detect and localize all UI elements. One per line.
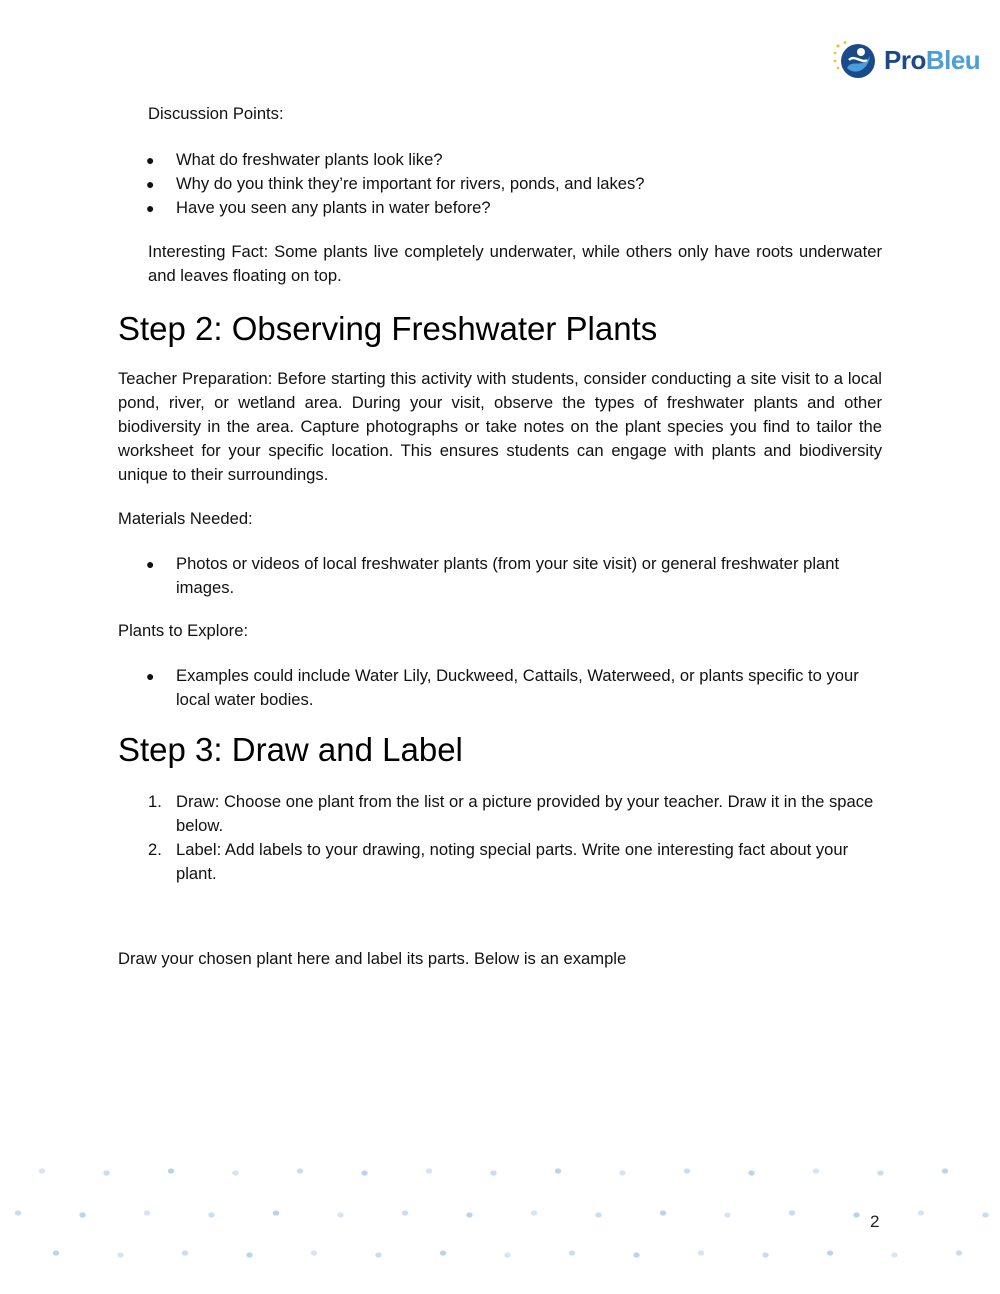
list-item: ● Photos or videos of local freshwater plants (from your site visit) or general freshwater plant images. [118, 552, 882, 600]
footer-dot [698, 1250, 704, 1255]
footer-dot [813, 1168, 819, 1173]
footer-dot [273, 1210, 279, 1215]
footer-dot [942, 1168, 948, 1173]
footer-dot [117, 1252, 123, 1257]
probleu-logo [832, 40, 980, 80]
discussion-label: Discussion Points: [148, 104, 284, 123]
interesting-fact: Interesting Fact: Some plants live completely underwater, while others only have roots underwater and leaves floating on top. [148, 242, 882, 285]
footer-dot [246, 1252, 252, 1257]
footer-dot [877, 1170, 883, 1175]
list-item: ● Have you seen any plants in water before? [118, 196, 882, 220]
footer-dot [853, 1212, 859, 1217]
footer-dot [569, 1250, 575, 1255]
footer-dot [208, 1212, 214, 1217]
footer-dot [440, 1250, 446, 1255]
logo-wordmark: ProBleu [884, 44, 981, 75]
list-item: 2. Label: Add labels to your drawing, noting special parts. Write one interesting fact about your plant. [148, 840, 849, 883]
footer-dot [633, 1252, 639, 1257]
footer-dot [504, 1252, 510, 1257]
footer-dot [182, 1250, 188, 1255]
footer-dot [619, 1170, 625, 1175]
footer-dot [918, 1210, 924, 1215]
footer-dot [53, 1250, 59, 1255]
list-item: ● Examples could include Water Lily, Duckweed, Cattails, Waterweed, or plants specific to your local water bodies. [118, 664, 882, 712]
footer-dot [297, 1168, 303, 1173]
discussion-list [118, 148, 882, 220]
footer-dot-pattern [0, 1150, 1000, 1294]
footer-dot [402, 1210, 408, 1215]
footer-dot [724, 1212, 730, 1217]
footer-dot [103, 1170, 109, 1175]
materials-label: Materials Needed: [118, 509, 253, 528]
teacher-preparation: Teacher Preparation: Before starting this activity with students, consider conducting a site visit to a local pond, river, or wetland area. During your visit, observe the types of freshwater plants and other biodiversity in the area. Capture photographs or take notes on the plant species you find to tailor the worksheet for your specific location. This ensures students can engage with plants and biodiversity unique to their surroundings. [118, 369, 882, 484]
footer-dot [39, 1168, 45, 1173]
list-item: ● What do freshwater plants look like? [118, 148, 882, 172]
footer-dot [684, 1168, 690, 1173]
footer-dot [426, 1168, 432, 1173]
footer-dot [375, 1252, 381, 1257]
footer-dot [789, 1210, 795, 1215]
draw-instruction: Draw your chosen plant here and label its parts. Below is an example [118, 949, 627, 968]
footer-dot [555, 1168, 561, 1173]
step3-heading: Step 3: Draw and Label [118, 731, 463, 768]
plants-list [118, 664, 882, 712]
footer-dot [827, 1250, 833, 1255]
page-number: 2 [870, 1212, 880, 1231]
footer-dot [982, 1212, 988, 1217]
footer-dot [361, 1170, 367, 1175]
footer-dot [466, 1212, 472, 1217]
footer-dot [660, 1210, 666, 1215]
footer-dot [531, 1210, 537, 1215]
footer-dot [15, 1210, 21, 1215]
footer-dot [79, 1212, 85, 1217]
step3-list [118, 790, 882, 886]
footer-dot [144, 1210, 150, 1215]
footer-dot [595, 1212, 601, 1217]
list-item: ● Why do you think they’re important for rivers, ponds, and lakes? [118, 172, 882, 196]
footer-dot [891, 1252, 897, 1257]
footer-dot [232, 1170, 238, 1175]
footer-dot [337, 1212, 343, 1217]
footer-dot [490, 1170, 496, 1175]
footer-dot [168, 1168, 174, 1173]
plants-label: Plants to Explore: [118, 621, 249, 640]
page-content [118, 102, 882, 971]
materials-list [118, 552, 882, 600]
footer-dot [311, 1250, 317, 1255]
list-item: 1. Draw: Choose one plant from the list or a picture provided by your teacher. Draw it in the space below. [148, 792, 874, 835]
footer-dot [956, 1250, 962, 1255]
probleu-logo-icon [832, 40, 878, 80]
footer-dot [748, 1170, 754, 1175]
footer-dot [762, 1252, 768, 1257]
step2-heading: Step 2: Observing Freshwater Plants [118, 310, 658, 347]
